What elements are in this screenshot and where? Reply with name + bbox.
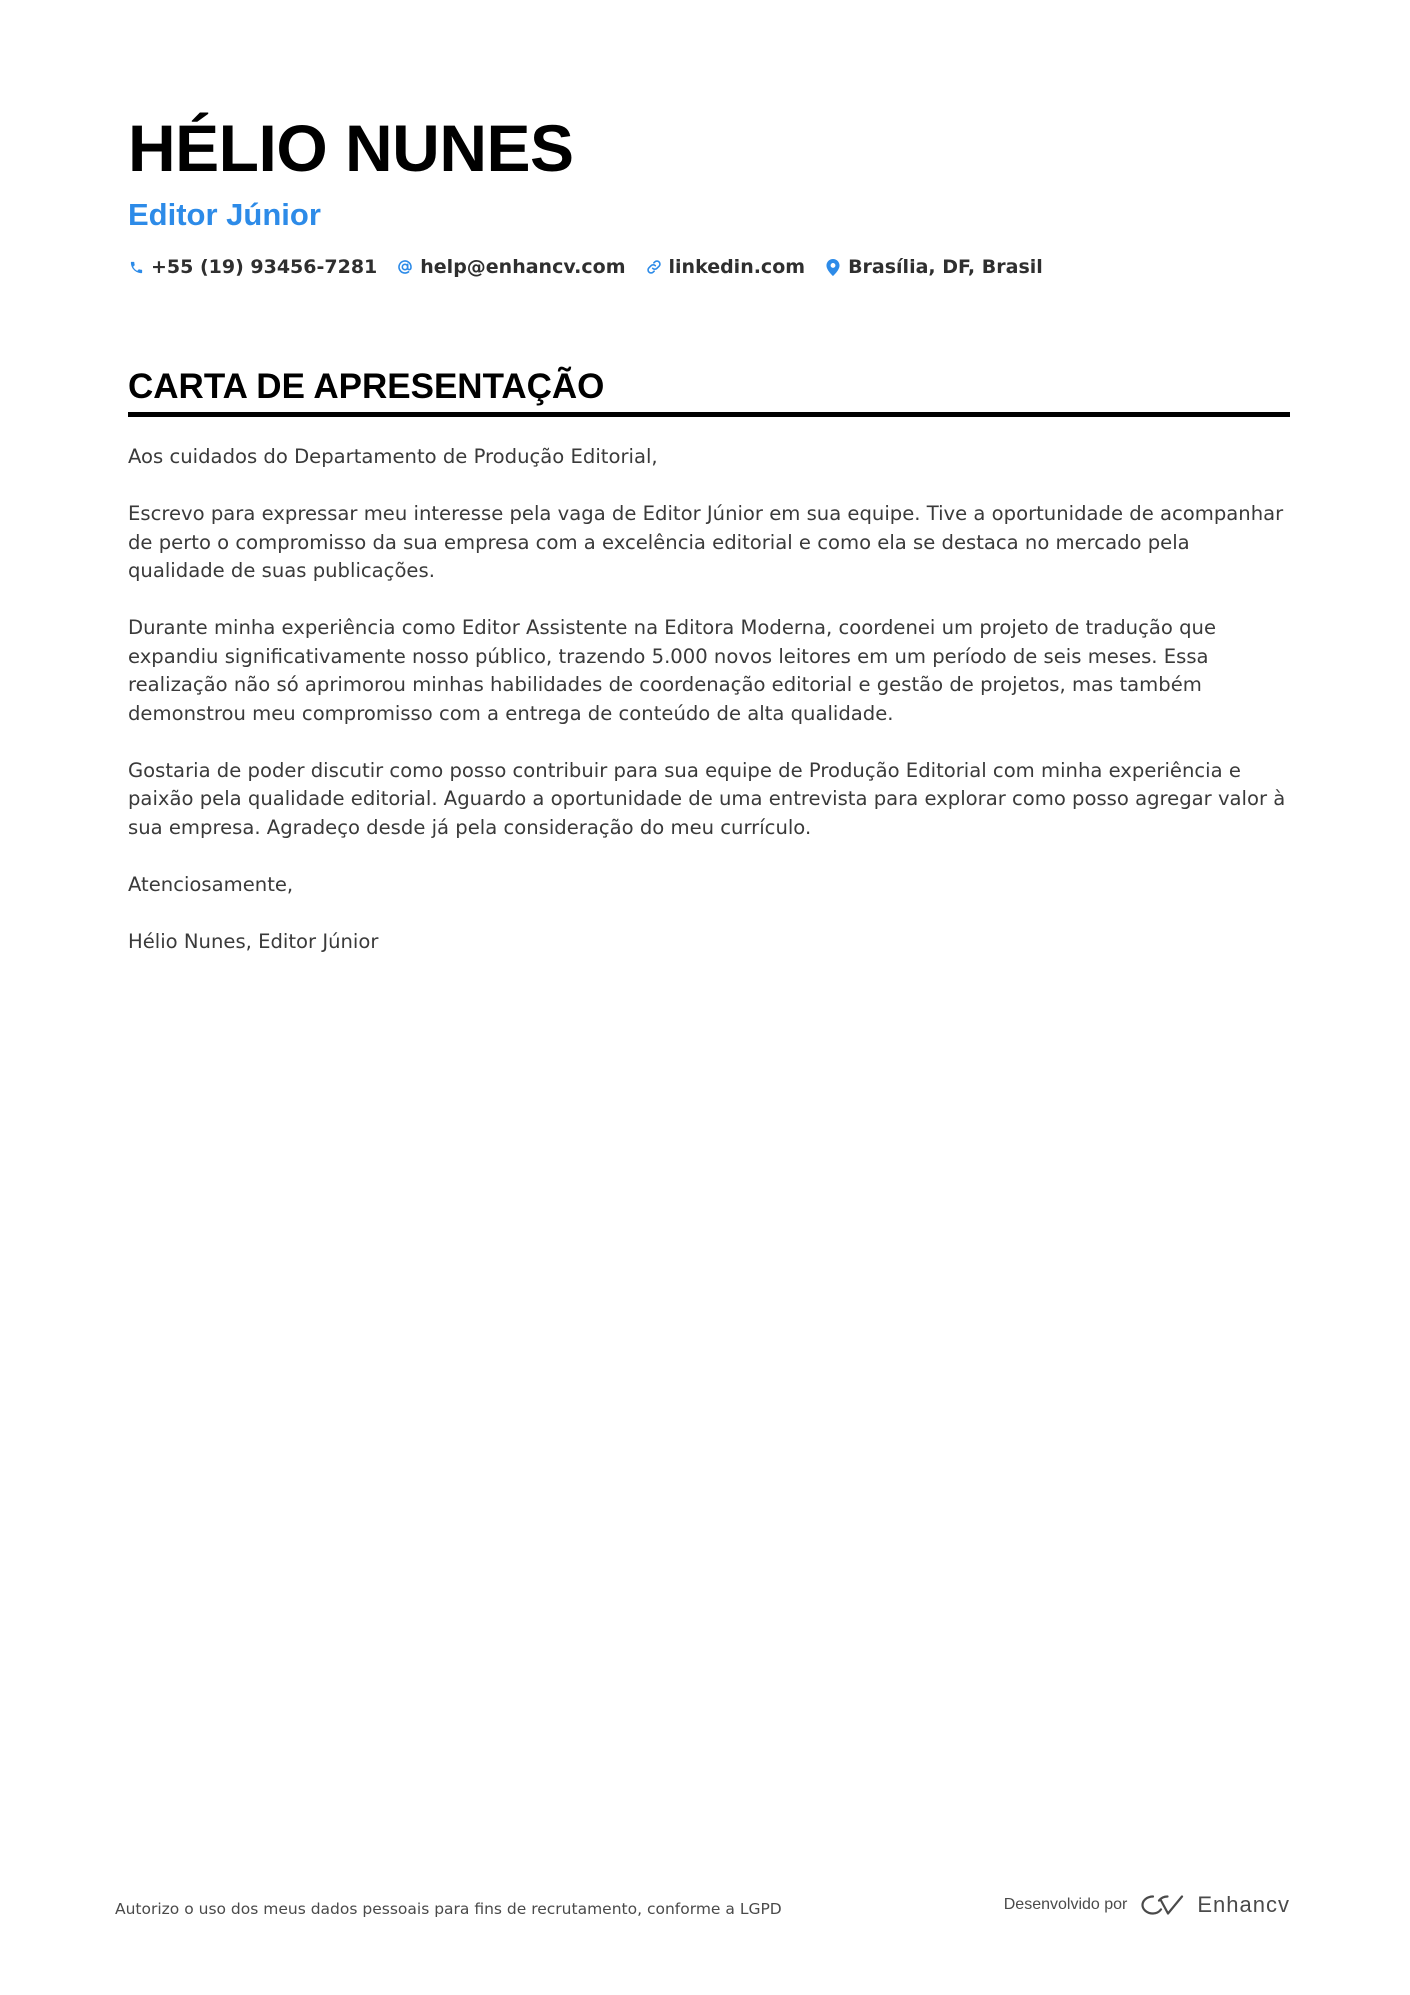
- link-text[interactable]: linkedin.com: [668, 256, 806, 278]
- letter-greeting: Aos cuidados do Departamento de Produção Editorial,: [128, 445, 658, 468]
- letter-paragraph: Gostaria de poder discutir como posso contribuir para sua equipe de Produção Editorial com minha experiência e paixão pela qualidade editorial. Aguardo a oportunidade de uma entrevista para explorar como posso agregar valor à sua empresa. Agradeço desde já pela consideração do meu currículo.: [128, 758, 1286, 839]
- consent-text: Autorizo o uso dos meus dados pessoais para fins de recrutamento, conforme a LGPD: [115, 1900, 782, 1918]
- phone-text: +55 (19) 93456-7281: [151, 256, 378, 278]
- candidate-name: HÉLIO NUNES: [128, 111, 574, 185]
- header: [128, 112, 1290, 278]
- letter-signature: Hélio Nunes, Editor Júnior: [128, 929, 379, 953]
- footer: [115, 1892, 1290, 1932]
- enhancv-logo-icon: [1139, 1892, 1187, 1918]
- section-divider: [128, 412, 1290, 417]
- letter-paragraph: Durante minha experiência como Editor Assistente na Editora Moderna, coordenei um projeto de tradução que expandiu significativamente nosso público, trazendo 5.000 novos leitores em um período de seis meses. Essa realização não só aprimorou minhas habilidades de coordenação editorial e gestão de projetos, mas também demonstrou meu compromisso com a entrega de conteúdo de alta qualidade.: [128, 616, 1217, 725]
- map-pin-icon: [825, 259, 841, 275]
- contact-bar: [128, 256, 1290, 278]
- contact-link[interactable]: [646, 256, 806, 278]
- cover-letter-section: [128, 366, 1290, 985]
- powered-by-label: Desenvolvido por: [1003, 1896, 1128, 1913]
- letter-paragraph: Escrevo para expressar meu interesse pela vaga de Editor Júnior em sua equipe. Tive a oportunidade de acompanhar de perto o compromisso da sua empresa com a excelência editorial e como ela se destaca no mercado pela qualidade de suas publicações.: [128, 502, 1284, 582]
- contact-phone: [128, 256, 377, 278]
- contact-location: [825, 256, 1043, 278]
- brand-name: Enhancv: [1197, 1892, 1290, 1917]
- location-text: Brasília, DF, Brasil: [848, 256, 1043, 278]
- phone-icon: [128, 259, 144, 275]
- email-text[interactable]: help@enhancv.com: [420, 256, 626, 278]
- letter-body: [128, 443, 1290, 956]
- at-icon: [397, 259, 413, 275]
- section-title: CARTA DE APRESENTAÇÃO: [128, 367, 605, 406]
- letter-closing: Atenciosamente,: [128, 872, 294, 896]
- contact-email[interactable]: [397, 256, 625, 278]
- powered-by[interactable]: [1004, 1892, 1290, 1918]
- candidate-title: Editor Júnior: [128, 197, 321, 232]
- link-icon: [646, 259, 662, 275]
